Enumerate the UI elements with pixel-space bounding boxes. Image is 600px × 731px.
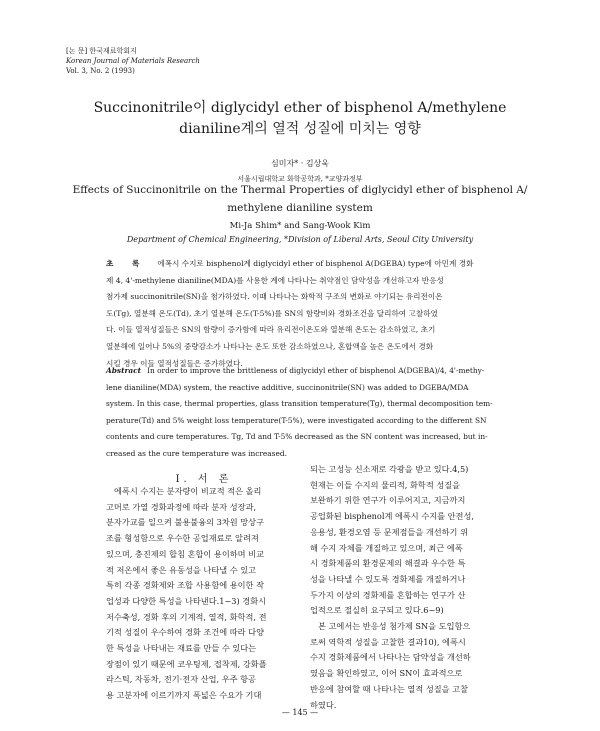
page-number: — 145 — bbox=[281, 708, 319, 717]
body-line: 라스틱, 자동차, 전기·전자 산업, 우주 항공 bbox=[106, 674, 256, 685]
body-line: 공업화된 bisphenol계 에폭시 수지를 안전성, bbox=[310, 511, 474, 522]
body-line: 응용성, 환경오염 등 문제점들을 개선하기 위 bbox=[310, 526, 468, 537]
body-line: 업성과 다양한 특성을 나타낸다.1~3) 경화시 bbox=[106, 595, 267, 606]
abstract-kr-line: 시킬 경우 이들 열적성질들은 증가하였다. bbox=[106, 358, 243, 368]
body-line: 보완하기 위한 연구가 이루어지고, 지금까지 bbox=[310, 495, 466, 506]
abstract-kr-line: 첨가제 succinonitrile(SN)을 첨가하였다. 이때 나타나는 화학적 구조의 변화로 야기되는 유리전이온 bbox=[106, 292, 443, 302]
body-line: 업적으로 절실히 요구되고 있다.6~9) bbox=[310, 605, 444, 616]
body-line: 되는 고성능 신소재로 각광을 받고 있다.4,5) bbox=[310, 464, 469, 474]
authors-en: Mi-Ja Shim* and Sang-Wook Kim bbox=[229, 221, 371, 231]
affiliation-kr: 서울시립대학교 화학공학과, *교양과정부 bbox=[237, 175, 363, 183]
body-line: 적 저온에서 좋은 유동성을 나타낼 수 있고 bbox=[106, 564, 257, 575]
title-kr-line1: Succinonitrile이 diglycidyl ether of bisphenol A/methylene bbox=[93, 100, 507, 116]
body-line: 특히 각종 경화제와 조합 사용함에 용이한 작 bbox=[106, 580, 264, 591]
body-line: 조를 형성함으로 우수한 공업재료로 알려져 bbox=[106, 533, 259, 544]
abstract-en-line: system. In this case, thermal properties, glass transition temperature(Tg), thermal decomposition tem- bbox=[106, 399, 493, 409]
body-line: 장점이 있기 때문에 코우팅제, 접착제, 강화플 bbox=[106, 658, 267, 669]
abstract-en-line: perature(Td) and 5% weight loss temperature(T-5%), were investigated according to the different SN bbox=[106, 415, 487, 425]
body-line: 있으며, 충진제의 합침 혼합이 용이하며 비교 bbox=[106, 548, 264, 559]
body-line: 하였다. bbox=[310, 699, 337, 710]
body-line: 두가지 이상의 경화제를 혼합하는 연구가 산 bbox=[310, 589, 466, 600]
body-line: 기적 성질이 우수하여 경화 조건에 따라 다양 bbox=[106, 627, 264, 638]
body-line: 성을 나타낼 수 있도록 경화제를 개질하거나 bbox=[310, 573, 466, 584]
abstract-kr-line: 열분해에 일어나 5%의 중량감소가 나타나는 온도 또한 감소하였으나, 혼합액을 높은 온도에서 경화 bbox=[106, 341, 434, 351]
body-line: 분자가교를 일으켜 불용불융의 3차원 망상구 bbox=[106, 517, 264, 528]
journal-name: Korean Journal of Materials Research bbox=[66, 57, 200, 65]
body-line: 였음을 확인하였고, 이어 SN이 효과적으로 bbox=[310, 668, 463, 679]
body-line: 반응에 참여할 때 나타나는 열적 성질을 고찰 bbox=[310, 683, 468, 694]
abstract-kr-label: 초 록 bbox=[106, 259, 148, 268]
abstract-kr-line: 제 4, 4'-methylene dianiline(MDA)를 사용한 계에 나타나는 취약점인 담약성을 개선하고자 반응성 bbox=[106, 275, 444, 285]
affiliation-en: Department of Chemical Engineering, *Division of Liberal Arts, Seoul City University bbox=[126, 235, 474, 244]
title-kr-line2: dianiline계의 열적 성질에 미치는 영향 bbox=[179, 121, 421, 137]
abstract-kr bbox=[106, 256, 504, 372]
abstract-en-line: contents and cure temperatures. Tg, Td and T-5% decreased as the SN content was increased, but in- bbox=[106, 432, 488, 442]
body-line: 저수축성, 경화 후의 기계적, 열적, 화학적, 전 bbox=[106, 611, 267, 622]
body-line: 한 특성을 나타내는 재료를 만들 수 있다는 bbox=[106, 643, 257, 654]
body-line: 고머로 가열 경화과정에 따라 분자 성장과, bbox=[106, 501, 257, 512]
abstract-en bbox=[106, 363, 504, 463]
journal-volume: Vol. 3, No. 2 (1993) bbox=[66, 67, 135, 75]
abstract-en-line: lene dianiline(MDA) system, the reactive additive, succinonitrile(SN) was added to DGEBA/MDA bbox=[106, 382, 469, 392]
body-line: 시 경화제품의 환경문제의 해결과 우수한 특 bbox=[310, 558, 466, 569]
section-title-introduction: I. 서 론 bbox=[175, 474, 233, 485]
authors-kr: 심미자* · 김상욱 bbox=[271, 159, 329, 168]
body-line: 용 고분자에 이르기까지 폭넓은 수요가 기대 bbox=[106, 690, 262, 701]
left-column-text bbox=[106, 484, 302, 704]
abstract-kr-line: 초 록 에폭시 수지로 bisphenol계 diglycidyl ether of bisphenol A(DGEBA) type에 아민계 경화 bbox=[106, 259, 474, 268]
abstract-en-line: creased as the cure temperature was increased. bbox=[106, 448, 287, 458]
body-line: 해 수지 자체를 개질하고 있으며, 최근 에폭 bbox=[310, 542, 463, 553]
body-line: 본 고에서는 반응성 첨가제 SN을 도입함으 bbox=[318, 621, 471, 632]
right-column-text bbox=[310, 462, 510, 713]
body-line: 현재는 이들 수지의 물리적, 화학적 성질을 bbox=[310, 479, 461, 490]
title-en-line1: Effects of Succinonitrile on the Thermal Properties of diglycidyl ether of bisphenol A/ bbox=[72, 184, 528, 196]
body-line: 수지 경화제품에서 나타나는 담약성을 개선하 bbox=[310, 652, 471, 663]
journal-header bbox=[66, 46, 200, 76]
body-line: 로써 역학적 성질을 고찰한 결과10), 에폭시 bbox=[310, 636, 466, 647]
abstract-kr-line: 도(Tg), 열분해 온도(Td), 초기 열분해 온도(T-5%)를 SN의 함량비와 경화조건을 달리하여 고찰하였 bbox=[106, 308, 438, 318]
journal-category: [논 문] 한국재료학회지 bbox=[66, 47, 137, 55]
abstract-kr-line: 다. 이들 열적성질들은 SN의 함량이 증가함에 따라 유리전이온도와 열분해 온도는 감소하였고, 초기 bbox=[106, 325, 436, 335]
body-line: 에폭시 수지는 분자량이 비교적 적은 올리 bbox=[114, 486, 262, 496]
abstract-en-line: Abstract In order to improve the brittleness of diglycidyl ether of bisphenol A(DGEBA)/4, 4'-methy- bbox=[106, 366, 485, 375]
abstract-en-label: Abstract bbox=[106, 366, 142, 375]
title-en-line2: methylene dianiline system bbox=[227, 202, 373, 214]
